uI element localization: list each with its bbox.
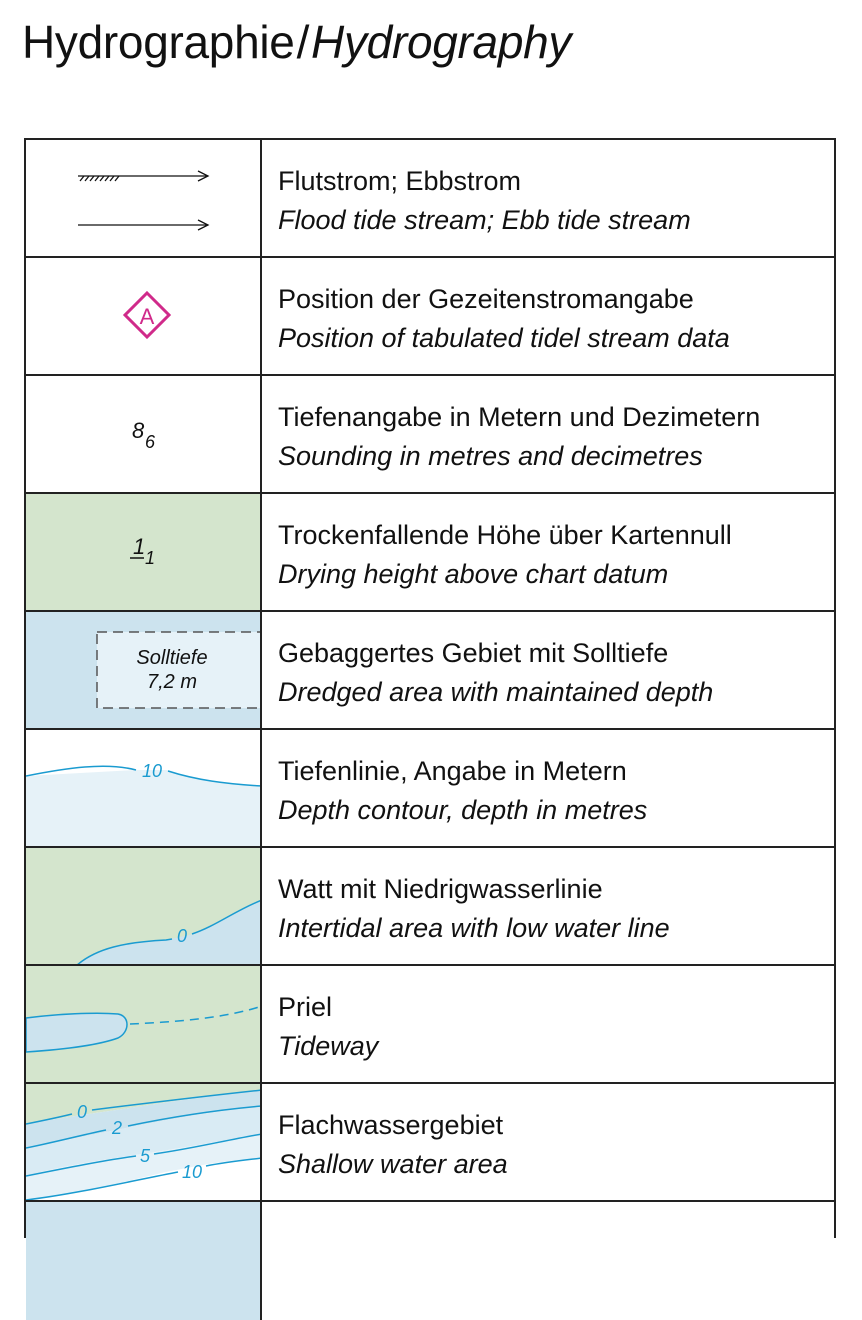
row-label-german: Flachwassergebiet bbox=[278, 1110, 504, 1140]
shallow-contour-label: 2 bbox=[111, 1118, 123, 1138]
legend-row bbox=[26, 730, 834, 848]
sounding-metres: 8 bbox=[132, 418, 145, 443]
drying-height-symbol bbox=[26, 494, 262, 610]
page-title bbox=[22, 14, 571, 70]
legend-row bbox=[26, 140, 834, 258]
drying-height-decimetres: 1 bbox=[145, 548, 156, 568]
dredged-area-symbol bbox=[26, 612, 262, 728]
row-label-german: Trockenfallende Höhe über Kartennull bbox=[278, 520, 732, 550]
shallow-water-symbol bbox=[26, 1084, 262, 1200]
intertidal-area-symbol bbox=[26, 848, 262, 964]
shallow-contour-label: 0 bbox=[76, 1102, 88, 1122]
title-english: Hydrography bbox=[311, 16, 572, 68]
next-row-symbol bbox=[26, 1202, 262, 1320]
row-label-german: Priel bbox=[278, 992, 333, 1022]
legend-row bbox=[26, 612, 834, 730]
dredged-label-line2: 7,2 m bbox=[146, 671, 198, 693]
shallow-contour-label: 5 bbox=[139, 1146, 151, 1166]
tide-stream-arrows-symbol bbox=[26, 140, 262, 256]
row-label-english: Flood tide stream; Ebb tide stream bbox=[278, 205, 691, 235]
row-label-english: Tideway bbox=[278, 1031, 379, 1061]
row-label-english: Drying height above chart datum bbox=[278, 559, 669, 589]
row-label-german: Position der Gezeitenstromangabe bbox=[278, 284, 694, 314]
diamond-letter: A bbox=[139, 304, 155, 329]
title-german: Hydrographie bbox=[22, 16, 295, 68]
depth-contour-symbol bbox=[26, 730, 262, 846]
contour-label: 10 bbox=[141, 761, 163, 781]
legend-row bbox=[26, 376, 834, 494]
row-label-german: Flutstrom; Ebbstrom bbox=[278, 166, 522, 196]
row-label-english: Intertidal area with low water line bbox=[278, 913, 670, 943]
legend-row bbox=[26, 966, 834, 1084]
row-label-english: Shallow water area bbox=[278, 1149, 508, 1179]
row-label-german: Gebaggertes Gebiet mit Solltiefe bbox=[278, 638, 669, 668]
row-label-german: Tiefenlinie, Angabe in Metern bbox=[278, 756, 627, 786]
row-label-english: Dredged area with maintained depth bbox=[278, 677, 714, 707]
legend-row bbox=[26, 1202, 834, 1320]
legend-table bbox=[24, 138, 836, 1238]
sounding-symbol bbox=[26, 376, 262, 492]
shallow-contour-label: 10 bbox=[181, 1162, 203, 1182]
legend-row bbox=[26, 494, 834, 612]
row-label-english: Sounding in metres and decimetres bbox=[278, 441, 703, 471]
row-label-english: Depth contour, depth in metres bbox=[278, 795, 648, 825]
row-label-german: Watt mit Niedrigwasserlinie bbox=[278, 874, 603, 904]
legend-row bbox=[26, 258, 834, 376]
row-label-english: Position of tabulated tidel stream data bbox=[278, 323, 730, 353]
legend-row bbox=[26, 848, 834, 966]
tidal-stream-diamond-symbol bbox=[26, 258, 262, 374]
drying-height-metres: 1 bbox=[133, 534, 146, 559]
low-water-label: 0 bbox=[176, 926, 188, 946]
tideway-symbol bbox=[26, 966, 262, 1082]
title-separator: / bbox=[296, 16, 310, 68]
sounding-decimetres: 6 bbox=[145, 432, 156, 452]
row-label-german: Tiefenangabe in Metern und Dezimetern bbox=[278, 402, 761, 432]
legend-row bbox=[26, 1084, 834, 1202]
dredged-label-line1: Solltiefe bbox=[136, 647, 208, 669]
